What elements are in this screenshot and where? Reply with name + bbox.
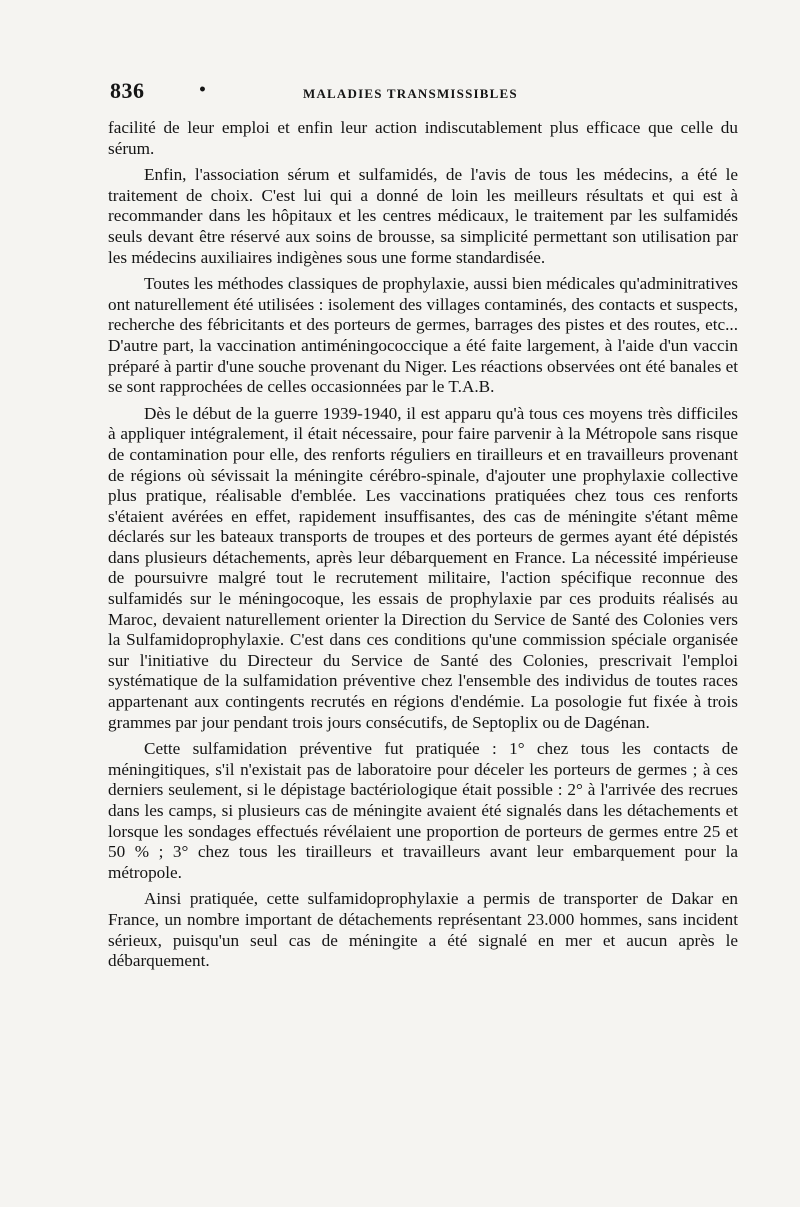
body-text [108,118,738,972]
page-number: 836 [110,78,145,103]
paragraph-prophylaxie: Toutes les méthodes classiques de prophylaxie, aussi bien médicales qu'adminitratives ont naturellement été utilisées : isolement des villages contaminés, des contacts et suspects, recherche des fébricitants et des porteurs de germes, barrages des pistes et des routes, etc... D'autre part, la vaccination antiméningococcique a été faite largement, à l'aide d'un vaccin préparé à partir d'une souche provenant du Niger. Les réactions observées ont été banales et se sont rapprochées de celles occasionnées par le T.A.B. [108,274,738,397]
page-header [110,78,740,108]
paragraph-serum-sulfamides: Enfin, l'association sérum et sulfamidés, de l'avis de tous les médecins, a été le traitement de choix. C'est lui qui a donné de loin les meilleurs résultats et qui est à recommander dans les hôpitaux et les centres médicaux, le traitement par les sulfamidés seuls devant être réservé aux soins de brousse, sa simplicité permettant son utilisation par les médecins auxiliaires indigènes sous une forme standardisée. [108,165,738,267]
paragraph-sulfamidation: Cette sulfamidation préventive fut pratiquée : 1° chez tous les contacts de méningitiques, s'il n'existait pas de laboratoire pour déceler les porteurs de germes ; à ces derniers seulement, si le dépistage bactériologique était possible : 2° à l'arrivée des recrues dans les camps, si plusieurs cas de méningite avaient été signalés dans les détachements et lorsque les sondages effectués révélaient une proportion de porteurs de germes entre 25 et 50 % ; 3° chez tous les tirailleurs et travailleurs avant leur embarquement pour la métropole. [108,739,738,882]
running-title: MALADIES TRANSMISSIBLES [303,86,518,101]
paragraph-guerre: Dès le début de la guerre 1939-1940, il est apparu qu'à tous ces moyens très difficiles à appliquer intégralement, il était nécessaire, pour faire parvenir à la Métropole sans risque de contamination pour elle, des renforts réguliers en tirailleurs et en travailleurs provenant de régions où sévissait la méningite cérébro-spinale, d'ajouter une prophylaxie collective plus pratique, réalisable d'emblée. Les vaccinations pratiquées chez tous ces renforts s'étaient avérées en effet, rapidement insuffisantes, des cas de méningite s'étant même déclarés sur les bateaux transports de troupes et des porteurs de germes ayant été dépistés dans plusieurs détachements, après leur débarquement en France. La nécessité impérieuse de poursuivre malgré tout le recrutement militaire, l'action spécifique reconnue des sulfamidés sur le méningocoque, les essais de prophylaxie par ces produits réalisés au Maroc, devaient naturellement orienter la Direction du Service de Santé des Colonies vers la Sulfamidoprophylaxie. C'est dans ces conditions qu'une commission spéciale organisée sur l'initiative du Directeur du Service de Santé des Colonies, prescrivait l'emploi systématique de la sulfamidation préventive chez l'ensemble des individus de toutes races appartenant aux contingents recrutés en régions d'endémie. La posologie fut fixée à trois grammes par jour pendant trois jours consécutifs, de Septoplix ou de Dagénan. [108,403,738,732]
paragraph-conclusion: Ainsi pratiquée, cette sulfamidoprophylaxie a permis de transporter de Dakar en France, un nombre important de détachements représentant 23.000 hommes, sans incident sérieux, puisqu'un seul cas de méningite a été signalé en mer et aucun après le débarquement. [108,889,738,971]
header-separator: • [198,82,207,98]
paragraph-continuation: facilité de leur emploi et enfin leur action indiscutablement plus efficace que celle du sérum. [108,118,738,158]
